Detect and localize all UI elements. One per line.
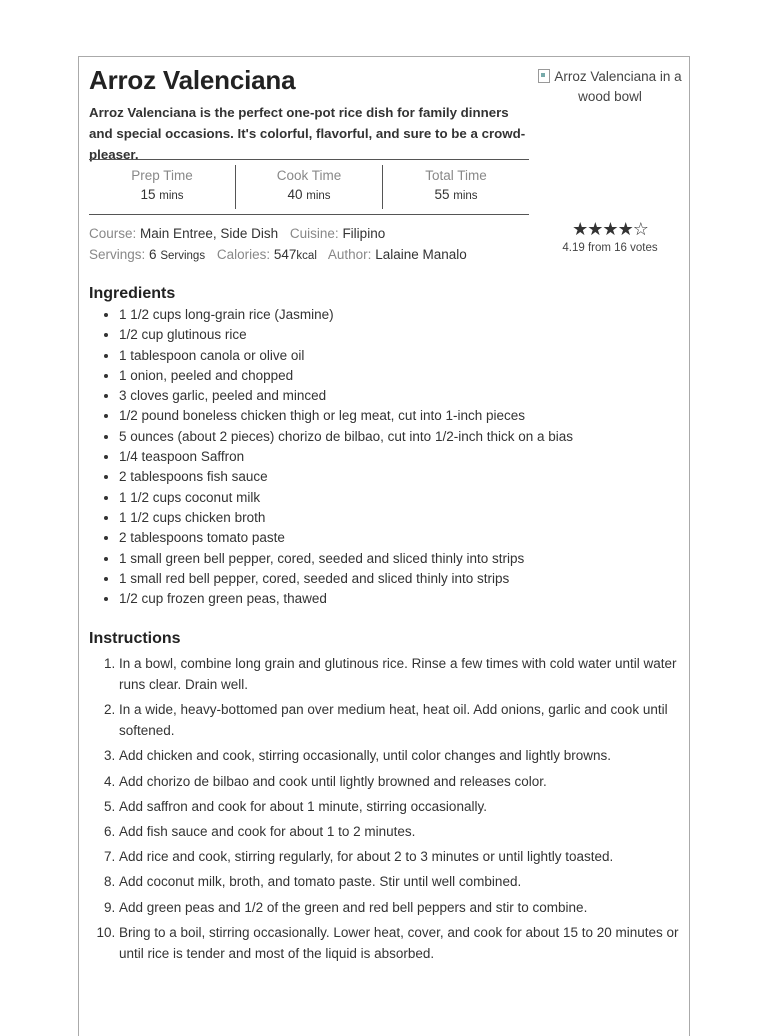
star-rating-icon[interactable]: ★★★★☆ xyxy=(572,219,648,239)
instructions-heading: Instructions xyxy=(89,630,181,647)
total-time xyxy=(382,165,529,209)
ingredient-item: • 1 small red bell pepper, cored, seeded and sliced thinly into strips xyxy=(119,569,679,589)
cook-time xyxy=(235,165,382,209)
instruction-step: 2. In a wide, heavy-bottomed pan over medium heat, heat oil. Add onions, garlic and cook until softened. xyxy=(119,699,681,741)
instruction-step: 3. Add chicken and cook, stirring occasionally, until color changes and lightly browns. xyxy=(119,745,681,766)
cook-time-label: Cook Time xyxy=(276,168,342,183)
calories-label: Calories: xyxy=(216,247,271,262)
prep-time xyxy=(89,160,235,214)
instruction-step: 6. Add fish sauce and cook for about 1 to 2 minutes. xyxy=(119,821,681,842)
instruction-step: 10. Bring to a boil, stirring occasionally. Lower heat, cover, and cook for about 15 to 20 minutes or until rice is tender and most of the liquid is absorbed. xyxy=(119,922,681,964)
ingredient-item: • 5 ounces (about 2 pieces) chorizo de bilbao, cut into 1/2-inch thick on a bias xyxy=(119,427,679,447)
instruction-step: 5. Add saffron and cook for about 1 minute, stirring occasionally. xyxy=(119,796,681,817)
recipe-title: Arroz Valenciana xyxy=(89,65,296,95)
calories-unit: kcal xyxy=(296,250,317,262)
ingredient-item: • 1 1/2 cups coconut milk xyxy=(119,488,679,508)
recipe-rating[interactable] xyxy=(537,218,683,256)
meta-row-servings xyxy=(89,244,467,267)
ingredient-item: • 1/2 pound boneless chicken thigh or leg meat, cut into 1-inch pieces xyxy=(119,406,679,426)
prep-time-value: 15 xyxy=(140,187,156,202)
recipe-meta xyxy=(89,223,467,267)
author-value: Lalaine Manalo xyxy=(375,247,467,262)
ingredient-item: • 1/2 cup frozen green peas, thawed xyxy=(119,589,679,609)
rating-text: 4.19 from 16 votes xyxy=(562,242,658,254)
prep-time-label: Prep Time xyxy=(131,168,193,183)
ingredients-heading: Ingredients xyxy=(89,285,176,302)
cook-time-value: 40 xyxy=(287,187,303,202)
recipe-card xyxy=(78,56,690,1036)
recipe-summary: Arroz Valenciana is the perfect one-pot rice dish for family dinners and special occasions. It's colorful, flavorful, and sure to be a crowd-pleaser. xyxy=(89,105,526,162)
instruction-step: 1. In a bowl, combine long grain and glutinous rice. Rinse a few times with cold water until water runs clear. Drain well. xyxy=(119,653,681,695)
servings-label: Servings: xyxy=(89,247,146,262)
ingredient-item: • 1 onion, peeled and chopped xyxy=(119,366,679,386)
recipe-image xyxy=(537,67,683,107)
course-value: Main Entree, Side Dish xyxy=(140,226,279,241)
instruction-step: 4. Add chorizo de bilbao and cook until lightly browned and releases color. xyxy=(119,771,681,792)
broken-image-icon xyxy=(538,69,550,83)
instruction-step: 9. Add green peas and 1/2 of the green and red bell peppers and stir to combine. xyxy=(119,897,681,918)
cuisine-label: Cuisine: xyxy=(289,226,339,241)
ingredient-item: • 2 tablespoons tomato paste xyxy=(119,528,679,548)
ingredient-item: • 1/2 cup glutinous rice xyxy=(119,325,679,345)
instructions-list xyxy=(89,653,681,968)
recipe-times xyxy=(89,159,529,215)
ingredient-item: • 2 tablespoons fish sauce xyxy=(119,467,679,487)
ingredient-item: • 3 cloves garlic, peeled and minced xyxy=(119,386,679,406)
ingredient-item: • 1 1/2 cups long-grain rice (Jasmine) xyxy=(119,305,679,325)
instruction-step: 7. Add rice and cook, stirring regularly, for about 2 to 3 minutes or until lightly toasted. xyxy=(119,846,681,867)
course-label: Course: xyxy=(89,226,137,241)
prep-time-unit: mins xyxy=(159,190,184,202)
ingredient-item: • 1 small green bell pepper, cored, seeded and sliced thinly into strips xyxy=(119,549,679,569)
total-time-value: 55 xyxy=(434,187,450,202)
author-label: Author: xyxy=(327,247,372,262)
calories-value: 547 xyxy=(273,247,297,262)
instruction-step: 8. Add coconut milk, broth, and tomato paste. Stir until well combined. xyxy=(119,871,681,892)
cook-time-unit: mins xyxy=(306,190,331,202)
total-time-unit: mins xyxy=(453,190,478,202)
ingredient-item: • 1 tablespoon canola or olive oil xyxy=(119,346,679,366)
meta-row-course xyxy=(89,223,467,244)
ingredient-item: • 1/4 teaspoon Saffron xyxy=(119,447,679,467)
ingredients-list xyxy=(89,305,679,609)
servings-value[interactable]: 6 xyxy=(149,247,157,262)
recipe-image-alt: Arroz Valenciana in a wood bowl xyxy=(554,69,682,104)
cuisine-value: Filipino xyxy=(342,226,386,241)
servings-unit: Servings xyxy=(160,250,206,262)
total-time-label: Total Time xyxy=(425,168,487,183)
ingredient-item: • 1 1/2 cups chicken broth xyxy=(119,508,679,528)
